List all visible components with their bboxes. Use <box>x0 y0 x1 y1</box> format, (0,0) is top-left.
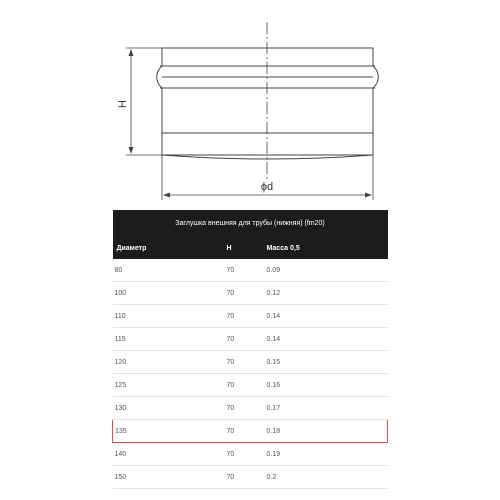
cell-height: 70 <box>223 305 263 328</box>
table-row <box>113 328 388 351</box>
cell-diameter: 110 <box>113 305 223 328</box>
diameter-label: ϕd <box>260 181 274 193</box>
cell-diameter: 100 <box>113 282 223 305</box>
arrow-up <box>129 49 134 56</box>
cell-diameter: 150 <box>113 466 223 489</box>
cell-diameter: 130 <box>113 397 223 420</box>
cell-mass: 0.16 <box>263 374 388 397</box>
table-row <box>113 443 388 466</box>
cell-height: 70 <box>223 466 263 489</box>
cell-diameter: 115 <box>113 328 223 351</box>
cell-diameter: 120 <box>113 351 223 374</box>
cell-height: 70 <box>223 397 263 420</box>
cell-mass: 0.14 <box>263 305 388 328</box>
table-row <box>113 374 388 397</box>
table-row <box>113 420 388 443</box>
cell-diameter: 125 <box>113 374 223 397</box>
cell-height: 70 <box>223 420 263 443</box>
cell-mass: 0.09 <box>263 259 388 282</box>
header-height: H <box>223 237 263 259</box>
spec-table <box>112 210 388 489</box>
table-row <box>113 259 388 282</box>
cell-mass: 0.17 <box>263 397 388 420</box>
cell-mass: 0.18 <box>263 420 388 443</box>
header-diameter: Диаметр <box>113 237 223 259</box>
table-caption-row <box>113 210 388 237</box>
arrow-right <box>365 193 372 198</box>
cell-diameter: 80 <box>113 259 223 282</box>
cell-height: 70 <box>223 328 263 351</box>
table-row <box>113 397 388 420</box>
technical-drawing <box>0 0 500 205</box>
table-row <box>113 305 388 328</box>
cell-mass: 0.19 <box>263 443 388 466</box>
table-header-row <box>113 237 388 259</box>
arrow-left <box>163 193 170 198</box>
cell-mass: 0.12 <box>263 282 388 305</box>
cell-height: 70 <box>223 374 263 397</box>
table-row <box>113 351 388 374</box>
cap-outline <box>157 48 379 155</box>
cell-diameter: 135 <box>113 420 223 443</box>
table-row <box>113 466 388 489</box>
cell-height: 70 <box>223 351 263 374</box>
height-label: H <box>117 100 129 108</box>
arrow-down <box>129 147 134 154</box>
cell-mass: 0.14 <box>263 328 388 351</box>
cell-diameter: 140 <box>113 443 223 466</box>
cell-height: 70 <box>223 282 263 305</box>
cell-height: 70 <box>223 443 263 466</box>
bottom-bulge <box>162 155 373 159</box>
header-mass: Масса 0,5 <box>263 237 388 259</box>
table-row <box>113 282 388 305</box>
cell-mass: 0.15 <box>263 351 388 374</box>
cell-height: 70 <box>223 259 263 282</box>
table-caption: Заглушка внешняя для трубы (нижняя) (fm20) <box>113 210 388 237</box>
cell-mass: 0.2 <box>263 466 388 489</box>
